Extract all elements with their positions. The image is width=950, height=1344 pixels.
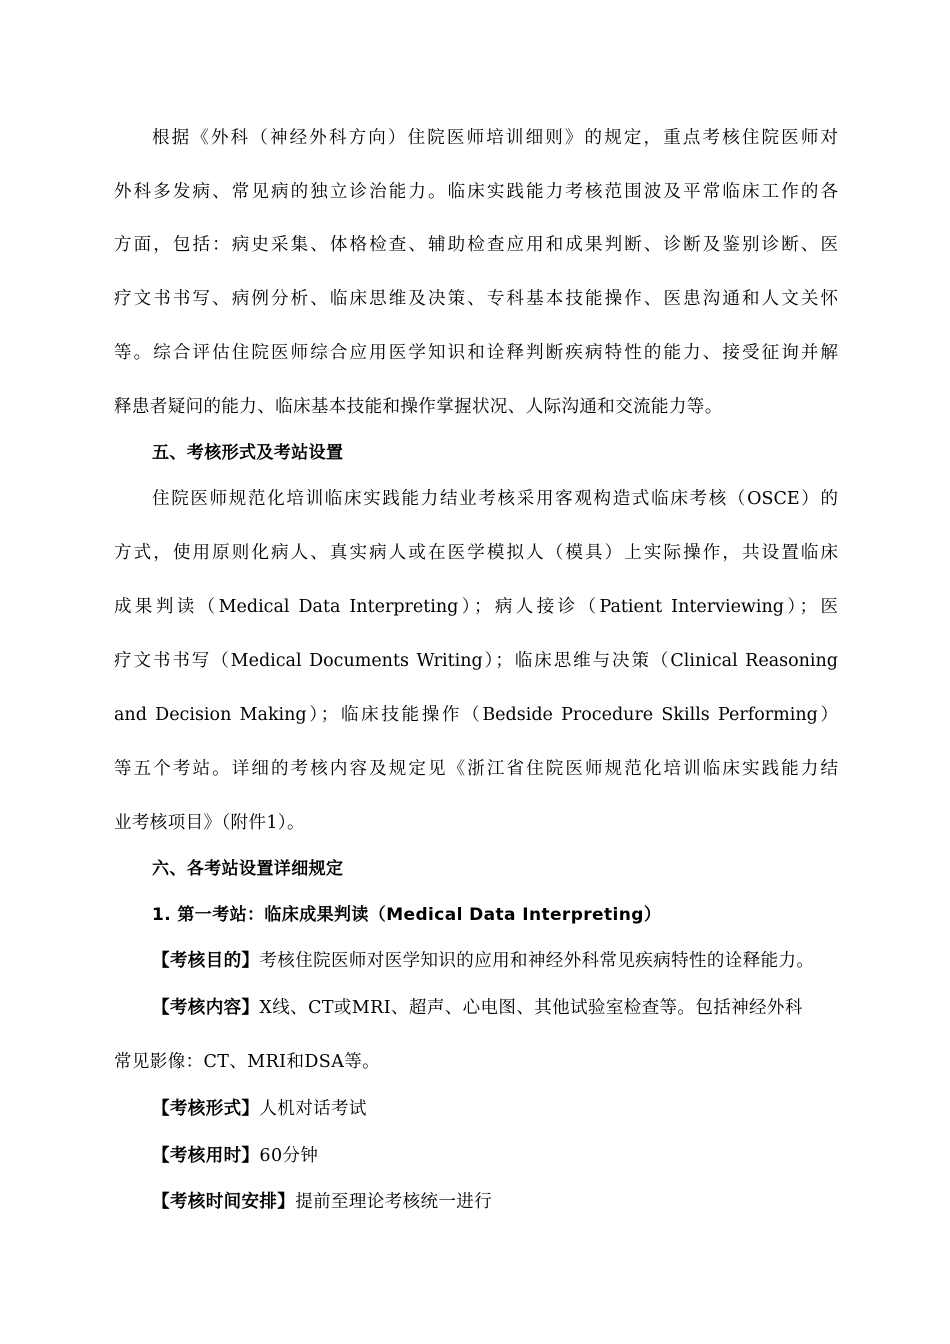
schedule-label: 【考核时间安排】 <box>152 1192 296 1212</box>
paragraph-line: 疗文书书写、病例分析、临床思维及决策、专科基本技能操作、医患沟通和人文关怀 <box>114 289 838 309</box>
paragraph-line: 成果判读（Medical Data Interpreting）；病人接诊（Patient Interviewing）；医 <box>114 597 838 617</box>
paragraph-line: 释患者疑问的能力、临床基本技能和操作掌握状况、人际沟通和交流能力等。 <box>114 397 723 417</box>
schedule-text: 提前至理论考核统一进行 <box>295 1192 493 1212</box>
content-text: X线、CT或MRI、超声、心电图、其他试验室检查等。包括神经外科 <box>259 998 803 1018</box>
duration-text: 60分钟 <box>259 1146 319 1166</box>
paragraph-line: 外科多发病、常见病的独立诊治能力。临床实践能力考核范围波及平常临床工作的各 <box>114 182 838 202</box>
schedule-row <box>152 1190 492 1214</box>
purpose-text: 考核住院医师对医学知识的应用和神经外科常见疾病特性的诠释能力。 <box>259 951 815 971</box>
duration-row <box>152 1144 318 1168</box>
paragraph-line: 住院医师规范化培训临床实践能力结业考核采用客观构造式临床考核（OSCE）的 <box>152 489 838 509</box>
paragraph-line: 根据《外科（神经外科方向）住院医师培训细则》的规定，重点考核住院医师对 <box>152 128 838 148</box>
format-text: 人机对话考试 <box>259 1099 367 1119</box>
content-row <box>152 996 803 1020</box>
section-heading: 五、考核形式及考站设置 <box>152 443 344 463</box>
content-label: 【考核内容】 <box>152 998 260 1018</box>
paragraph-line: 业考核项目》（附件1）。 <box>114 813 305 833</box>
purpose-row <box>152 949 814 973</box>
paragraph-line: and Decision Making）；临床技能操作（Bedside Procedure Skills Performing） <box>114 705 838 725</box>
paragraph-line: 等五个考站。详细的考核内容及规定见《浙江省住院医师规范化培训临床实践能力结 <box>114 759 838 779</box>
paragraph-line: 方式，使用原则化病人、真实病人或在医学模拟人（模具）上实际操作，共设置临床 <box>114 543 838 563</box>
paragraph-line: 等。综合评估住院医师综合应用医学知识和诠释判断疾病特性的能力、接受征询并解 <box>114 343 838 363</box>
content-text-continued: 常见影像：CT、MRI和DSA等。 <box>114 1052 381 1072</box>
section-heading: 六、各考站设置详细规定 <box>152 859 344 879</box>
paragraph-line: 疗文书书写（Medical Documents Writing）；临床思维与决策（Clinical Reasoning <box>114 651 838 671</box>
paragraph-line: 方面，包括：病史采集、体格检查、辅助检查应用和成果判断、诊断及鉴别诊断、医 <box>114 235 838 255</box>
station-title: 1. 第一考站：临床成果判读（Medical Data Interpreting） <box>152 905 662 925</box>
duration-label: 【考核用时】 <box>152 1146 260 1166</box>
purpose-label: 【考核目的】 <box>152 951 260 971</box>
format-label: 【考核形式】 <box>152 1099 260 1119</box>
format-row <box>152 1097 367 1121</box>
